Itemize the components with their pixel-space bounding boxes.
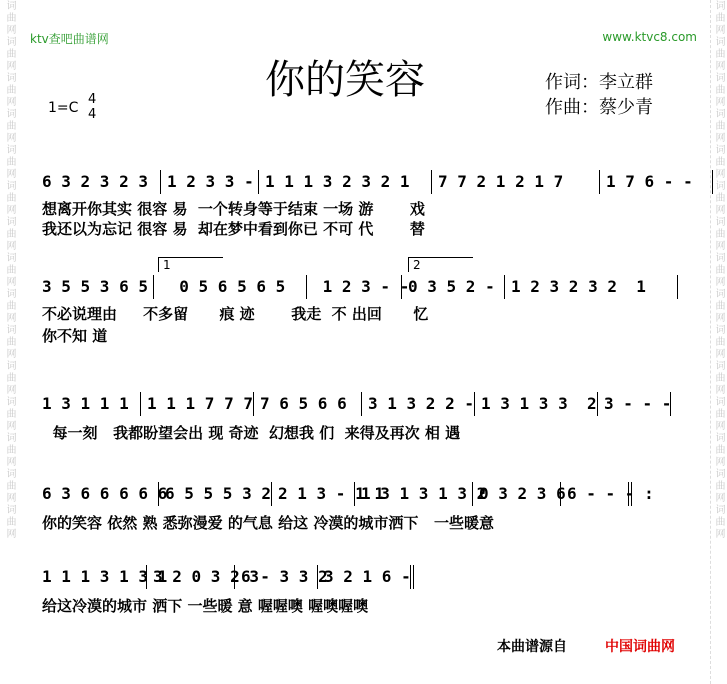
key-signature: 1=C	[48, 100, 79, 116]
notation-row-5	[42, 565, 430, 589]
measure: 1 1 1 7 7 7	[141, 392, 254, 416]
measure: 2 1 3 - 1 1	[272, 482, 355, 506]
measure: 6 - 3 3 2	[235, 565, 318, 589]
measure: 1 3 1 3 1 3 2	[355, 482, 473, 506]
measure: 1 2 3 2 3 2 1	[505, 275, 678, 299]
measure: 1 2 3 - -	[307, 275, 402, 299]
lyrics-line: 不必说理由 不多留 痕 迹 我走 不 出回 忆	[42, 305, 429, 323]
repeat-end: 6 - - - :	[561, 482, 632, 506]
time-bottom: 4	[88, 107, 97, 122]
measure: 0 3 2 3 6	[473, 482, 561, 506]
notation-row-1	[42, 170, 713, 194]
measure: 1 3 1 3 3 2	[475, 392, 598, 416]
watermark-right: 词曲网词曲网词曲网词曲网词曲网词曲网词曲网词曲网词曲网词曲网词曲网词曲网词曲网词曲网词曲网	[710, 0, 725, 684]
lyrics-line: 想离开你其实 很容 易 一个转身等于结束 一场 游 戏	[42, 200, 425, 218]
measure: 3 5 5 3 6 5	[42, 275, 154, 299]
lyrics-line: 我还以为忘记 很容 易 却在梦中看到你已 不可 代 替	[42, 220, 425, 238]
volta-1: 1	[158, 257, 223, 272]
volta-2: 2	[408, 257, 473, 272]
measure: 3 1 3 2 2 -	[362, 392, 475, 416]
lyricist: 作词：李立群	[545, 72, 653, 93]
composer: 作曲：蔡少青	[545, 97, 653, 118]
lyrics-line: 你的笑容 依然 熟 悉弥漫爱 的气息 给这 冷漠的城市洒下 一些暖意	[42, 514, 495, 532]
notation-row-4	[42, 482, 654, 506]
measure: 1 7 6 - -	[600, 170, 713, 194]
measure: 1 2 3 3 -	[161, 170, 259, 194]
measure: 7 6 5 6 6	[254, 392, 362, 416]
measure: 6 3 6 6 6 6 6	[42, 482, 159, 506]
measure: 7 7 2 1 2 1 7	[432, 170, 600, 194]
measure: 0 5 6 5 6 5	[154, 275, 307, 299]
lyrics-line: 你不知 道	[42, 327, 108, 345]
measure: 1 3 1 1 1	[42, 392, 141, 416]
site-name: ktv查吧曲谱网	[30, 32, 109, 46]
time-top: 4	[88, 92, 97, 107]
measure: 1 1 1 3 1 3 1	[42, 565, 147, 589]
measure: 0 3 5 2 -	[402, 275, 505, 299]
lyrics-line: 给这冷漠的城市 洒下 一些暖 意 喔喔噢 喔噢喔噢	[42, 597, 369, 615]
site-url[interactable]: www.ktvc8.com	[602, 30, 697, 44]
lyrics-line: 每一刻 我都盼望会出 现 奇迹 幻想我 们 来得及再次 相 遇	[42, 424, 461, 442]
measure: 6 5 5 5 3 2	[159, 482, 272, 506]
measure: 1 1 1 3 2 3 2 1	[259, 170, 432, 194]
watermark-left: 词曲网词曲网词曲网词曲网词曲网词曲网词曲网词曲网词曲网词曲网词曲网词曲网词曲网词曲网词曲网	[4, 0, 15, 540]
source-site[interactable]: 中国词曲网	[605, 639, 675, 655]
measure: 3 - - -	[598, 392, 671, 416]
final-barline: 3 2 1 6 -	[318, 565, 414, 589]
measure: 6 3 2 3 2 3	[42, 170, 161, 194]
song-title: 你的笑容	[265, 57, 425, 103]
notation-row-2	[42, 275, 678, 299]
notation-row-3	[42, 392, 682, 416]
time-signature	[88, 92, 96, 122]
measure: 3 2 0 3 2 3	[147, 565, 235, 589]
source-label: 本曲谱源自	[497, 639, 567, 655]
